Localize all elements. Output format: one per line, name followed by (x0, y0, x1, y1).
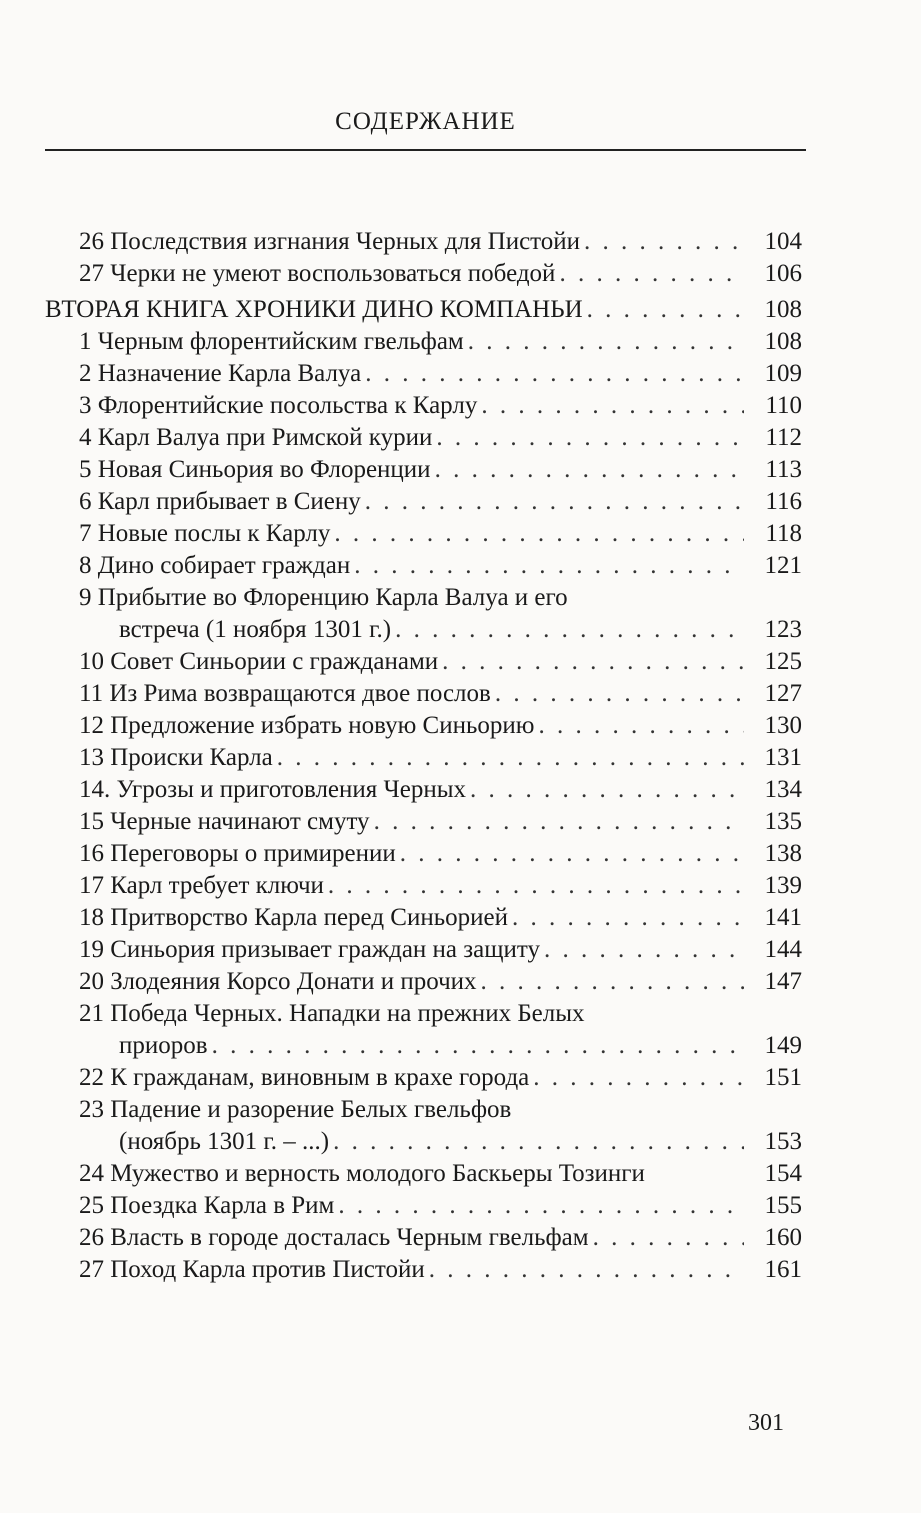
toc-page-number: 139 (764, 872, 802, 899)
dot-leader (584, 226, 744, 258)
toc-page-number: 144 (764, 936, 802, 963)
dot-leader (334, 518, 744, 550)
toc-entry (45, 646, 802, 678)
dot-leader (365, 486, 744, 518)
toc-entry-title: 7 Новые послы к Карлу (79, 520, 331, 547)
toc-page-number: 112 (765, 424, 802, 451)
toc-entry (45, 870, 802, 902)
toc-entry-title-continued: приоров (119, 1032, 208, 1059)
toc-entry-title-continued: встреча (1 ноября 1301 г.) (119, 616, 392, 643)
toc-entry-title: 19 Синьория призывает граждан на защиту (79, 936, 540, 963)
toc-page-number: 110 (765, 392, 802, 419)
toc-entry (45, 550, 802, 582)
toc-page-number: 153 (764, 1128, 802, 1155)
toc-entry-title: 24 Мужество и верность молодого Баскьеры Тозинги (79, 1160, 645, 1187)
toc-entry-title: 9 Прибытие во Флоренцию Карла Валуа и его (79, 584, 568, 611)
toc-entry (45, 390, 802, 422)
toc-entry-title: 26 Последствия изгнания Черных для Пистойи (79, 228, 581, 255)
toc-entry-title: 8 Дино собирает граждан (79, 552, 351, 579)
toc-page-number: 141 (764, 904, 802, 931)
dot-leader (333, 1126, 744, 1158)
toc-page-number: 127 (764, 680, 802, 707)
toc-page-number: 106 (764, 260, 802, 287)
toc-entry-title: 16 Переговоры о примирении (79, 840, 396, 867)
dot-leader (587, 294, 744, 326)
toc-entry-title: ВТОРАЯ КНИГА ХРОНИКИ ДИНО КОМПАНЬИ (45, 296, 583, 323)
toc-entry-title: 10 Совет Синьории с гражданами (79, 648, 439, 675)
dot-leader (365, 358, 744, 390)
header-rule (45, 149, 806, 151)
dot-leader (328, 870, 744, 902)
toc-entry (45, 966, 802, 998)
toc-page-number: 134 (764, 776, 802, 803)
toc-page-number: 108 (764, 328, 802, 355)
dot-leader (559, 258, 744, 290)
dot-leader (538, 710, 744, 742)
toc-entry (45, 358, 802, 390)
dot-leader (212, 1030, 744, 1062)
dot-leader (400, 838, 744, 870)
dot-leader (277, 742, 744, 774)
toc-page-number: 138 (764, 840, 802, 867)
toc-page-number: 131 (764, 744, 802, 771)
toc-entry-title: 11 Из Рима возвращаются двое послов (79, 680, 491, 707)
toc-page-number: 125 (764, 648, 802, 675)
toc-entry-title: 18 Притворство Карла перед Синьорией (79, 904, 508, 931)
toc-entry (45, 1190, 802, 1222)
toc-page-number: 161 (764, 1256, 802, 1283)
dot-leader (481, 966, 744, 998)
toc-entry-title: 26 Власть в городе досталась Черным гвельфам (79, 1224, 589, 1251)
toc-entry-title: 1 Черным флорентийским гвельфам (79, 328, 464, 355)
dot-leader (442, 646, 744, 678)
toc-entry-title: 15 Черные начинают смуту (79, 808, 370, 835)
toc-entry-title-continued: (ноябрь 1301 г. – ...) (119, 1128, 330, 1155)
toc-entry-title: 20 Злодеяния Корсо Донати и прочих (79, 968, 477, 995)
toc-page-number: 160 (764, 1224, 802, 1251)
toc-entry-title: 14. Угрозы и приготовления Черных (79, 776, 467, 803)
toc-page-number: 109 (764, 360, 802, 387)
toc-entry (45, 1254, 802, 1286)
toc-entry (45, 1222, 802, 1254)
toc-entry (45, 518, 802, 550)
toc-entry (45, 998, 802, 1062)
toc-entry-title: 27 Черки не умеют воспользоваться победой (79, 260, 556, 287)
toc-page-number: 113 (765, 456, 802, 483)
toc-entry (45, 838, 802, 870)
dot-leader (374, 806, 744, 838)
toc-page-number: 154 (764, 1160, 802, 1187)
dot-leader (338, 1190, 744, 1222)
dot-leader (468, 326, 744, 358)
toc-entry-title: 3 Флорентийские посольства к Карлу (79, 392, 478, 419)
toc-entry-title: 23 Падение и разорение Белых гвельфов (79, 1096, 512, 1123)
toc-page-number: 116 (765, 488, 802, 515)
toc-page-number: 147 (764, 968, 802, 995)
dot-leader (481, 390, 744, 422)
toc-entry (45, 454, 802, 486)
toc-page-number: 118 (765, 520, 802, 547)
toc-entry (45, 934, 802, 966)
page-number: 301 (748, 1410, 784, 1436)
toc-page-number: 149 (764, 1032, 802, 1059)
dot-leader (354, 550, 744, 582)
dot-leader (593, 1222, 744, 1254)
toc-page-number: 108 (764, 296, 802, 323)
toc-entry (45, 226, 802, 258)
toc-entry-title: 12 Предложение избрать новую Синьорию (79, 712, 535, 739)
page-header: СОДЕРЖАНИЕ (335, 108, 516, 135)
dot-leader (395, 614, 744, 646)
toc-entry (45, 582, 802, 646)
toc-entry (45, 1094, 802, 1158)
toc-page-number: 123 (764, 616, 802, 643)
toc-book-heading (45, 294, 802, 326)
toc-entry (45, 258, 802, 290)
toc-entry-title: 13 Происки Карла (79, 744, 273, 771)
toc-entry-title: 5 Новая Синьория во Флоренции (79, 456, 431, 483)
toc-entry-title: 27 Поход Карла против Пистойи (79, 1256, 425, 1283)
toc-entry-title: 21 Победа Черных. Нападки на прежних Белых (79, 1000, 585, 1027)
toc-entry (45, 902, 802, 934)
toc-entry (45, 678, 802, 710)
dot-leader (435, 454, 744, 486)
toc-entry (45, 774, 802, 806)
dot-leader (495, 678, 744, 710)
dot-leader (544, 934, 744, 966)
toc-page-number: 104 (764, 228, 802, 255)
toc-page-number: 121 (764, 552, 802, 579)
toc-entry (45, 1062, 802, 1094)
toc-entry (45, 486, 802, 518)
dot-leader (436, 422, 744, 454)
toc-page-number: 130 (764, 712, 802, 739)
toc-entry (45, 710, 802, 742)
toc-entry (45, 422, 802, 454)
table-of-contents (45, 226, 802, 1286)
toc-entry (45, 1158, 802, 1190)
toc-page-number: 135 (764, 808, 802, 835)
toc-entry (45, 326, 802, 358)
toc-entry-title: 2 Назначение Карла Валуа (79, 360, 362, 387)
toc-entry-title: 4 Карл Валуа при Римской курии (79, 424, 433, 451)
dot-leader (533, 1062, 744, 1094)
toc-page-number: 151 (764, 1064, 802, 1091)
toc-page-number: 155 (764, 1192, 802, 1219)
toc-entry-title: 22 К гражданам, виновным в крахе города (79, 1064, 530, 1091)
dot-leader (512, 902, 744, 934)
dot-leader (470, 774, 744, 806)
toc-entry-title: 17 Карл требует ключи (79, 872, 324, 899)
toc-entry-title: 25 Поездка Карла в Рим (79, 1192, 335, 1219)
toc-entry (45, 806, 802, 838)
toc-entry (45, 742, 802, 774)
toc-entry-title: 6 Карл прибывает в Сиену (79, 488, 361, 515)
dot-leader (429, 1254, 744, 1286)
